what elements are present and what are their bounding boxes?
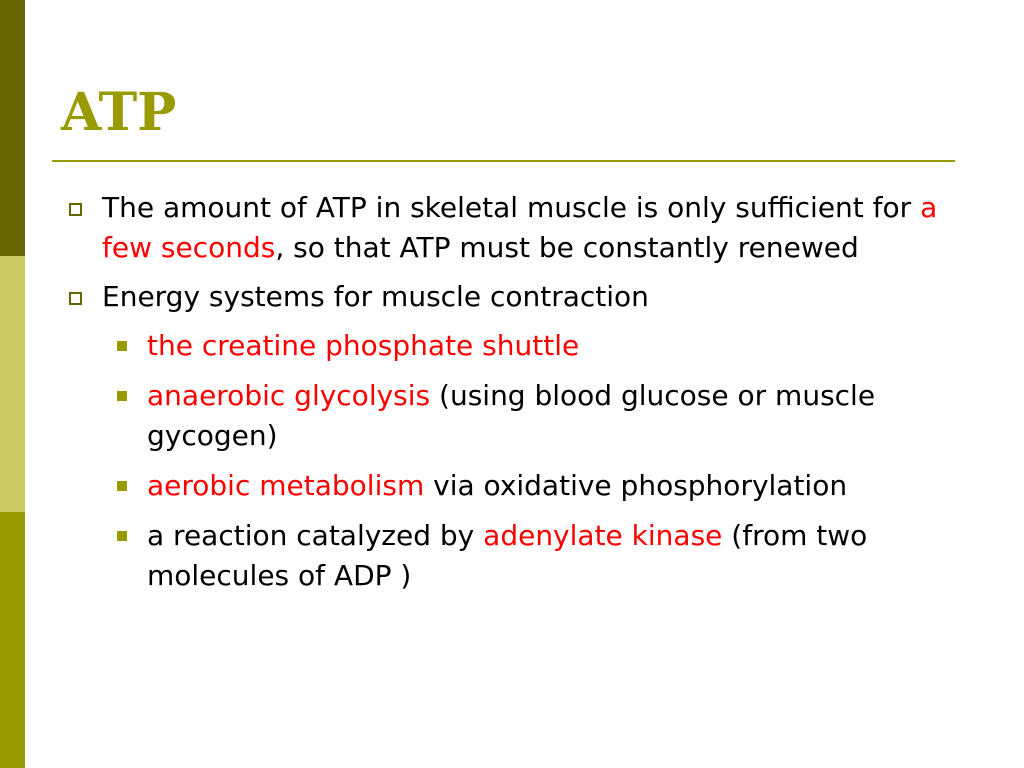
bullet-text: (from two molecules of ADP ) (147, 519, 868, 592)
sub-bullet-item (60, 376, 960, 456)
bullet-item (60, 277, 960, 317)
sub-bullet-item (60, 466, 960, 506)
bullet-text: (using blood glucose or muscle gycogen) (147, 379, 876, 452)
hollow-square-bullet-icon (69, 203, 82, 216)
sidebar-segment-mid (0, 512, 25, 768)
sidebar-segment-dark (0, 0, 25, 256)
filled-square-bullet-icon (117, 391, 127, 401)
highlight-text: adenylate kinase (483, 519, 723, 552)
bullet-text: via oxidative phosphorylation (424, 469, 848, 502)
filled-square-bullet-icon (117, 531, 127, 541)
hollow-square-bullet-icon (69, 292, 82, 305)
bullet-item (60, 188, 960, 268)
highlight-text: a few seconds (102, 191, 938, 264)
highlight-text: the creatine phosphate shuttle (147, 329, 580, 362)
sub-bullet-item (60, 326, 960, 366)
bullet-text: , so that ATP must be constantly renewed (275, 231, 859, 264)
bullet-text: Energy systems for muscle contraction (102, 280, 649, 313)
bullet-text: The amount of ATP in skeletal muscle is only sufficient for (102, 191, 921, 224)
filled-square-bullet-icon (117, 341, 127, 351)
filled-square-bullet-icon (117, 481, 127, 491)
highlight-text: aerobic metabolism (147, 469, 425, 502)
sidebar-segment-light (0, 256, 25, 512)
bullet-list (60, 188, 960, 606)
highlight-text: anaerobic glycolysis (147, 379, 431, 412)
bullet-text: a reaction catalyzed by (147, 519, 484, 552)
slide-title: ATP (61, 82, 177, 143)
title-divider (52, 160, 955, 162)
sub-bullet-item (60, 516, 960, 596)
